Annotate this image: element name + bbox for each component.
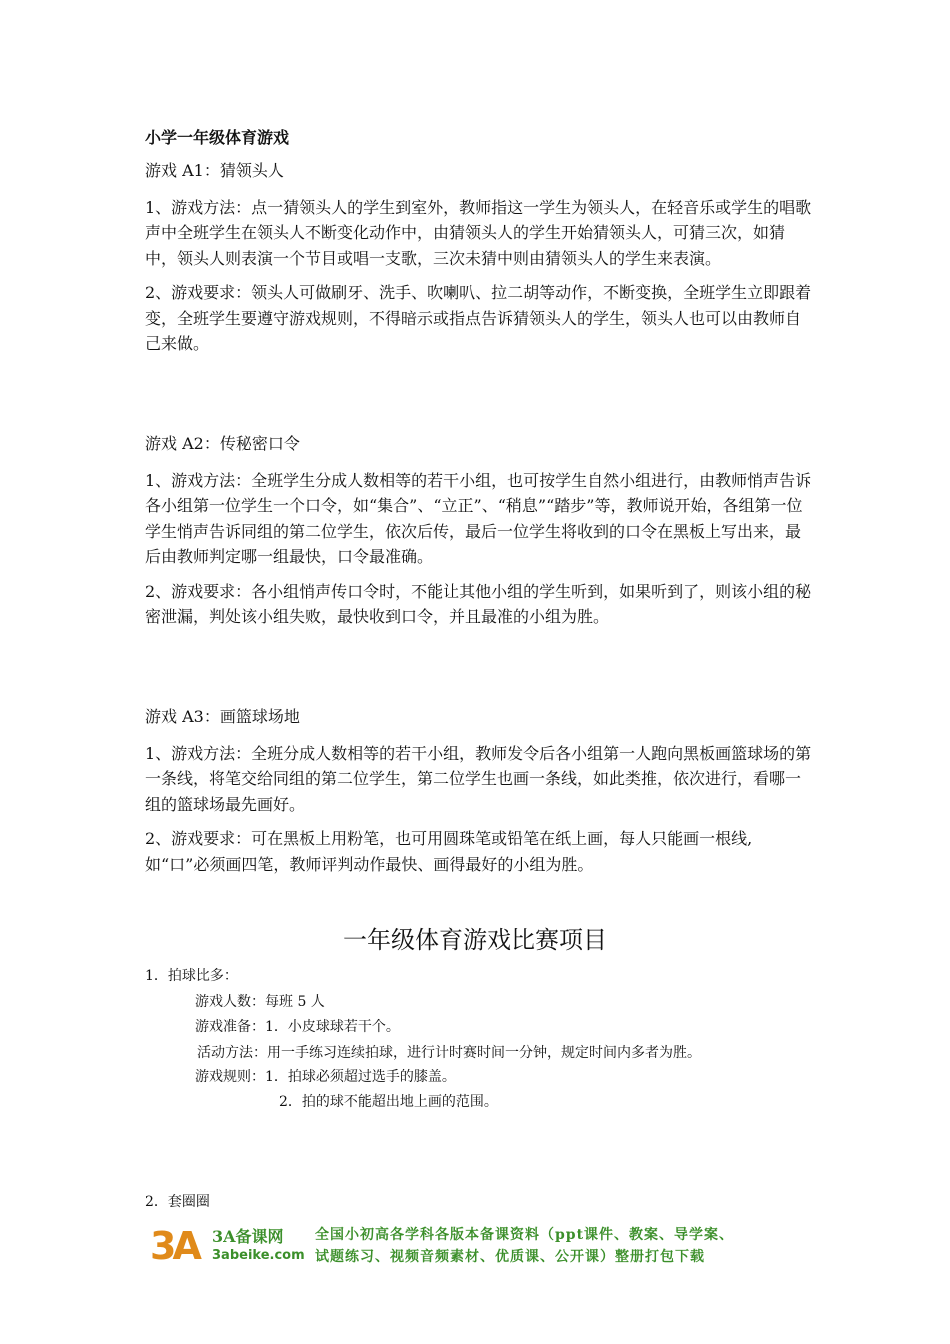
logo-mark: 3A [150, 1224, 198, 1268]
document-title: 小学一年级体育游戏 [145, 128, 290, 147]
game-a3-rule: 2、游戏要求：可在黑板上用粉笔，也可用圆珠笔或铅笔在纸上画，每人只能画一根线,如“口”必须画四笔，教师评判动作最快、画得最好的小组为胜。 [145, 829, 753, 874]
item2-title: 2．套圈圈 [145, 1194, 210, 1210]
competition-title: 一年级体育游戏比赛项目 [343, 926, 607, 954]
site-logo [150, 1222, 305, 1270]
game-a3-section [145, 704, 815, 886]
item1-rule1: 游戏规则：1．拍球必须超过选手的膝盖。 [195, 1069, 456, 1085]
footer-ad-line1: 全国小初高各学科各版本备课资料（ppt课件、教案、导学案、 [315, 1227, 735, 1243]
item1-method: 活动方法：用一手练习连续拍球，进行计时赛时间一分钟，规定时间内多者为胜。 [197, 1045, 701, 1061]
game-a1-heading: 游戏 A1：猜领头人 [145, 161, 284, 180]
game-a3-method: 1、游戏方法：全班分成人数相等的若干小组，教师发令后各小组第一人跑向黑板画篮球场的第一条线，将笔交给同组的第二位学生，第二位学生也画一条线，如此类推，依次进行，看哪一组的篮球场最先画好。 [145, 743, 812, 814]
game-a2-method: 1、游戏方法：全班学生分成人数相等的若干小组，也可按学生自然小组进行，由教师悄声告诉各小组第一位学生一个口令，如“集合”、“立正”、“稍息”“踏步”等，教师说开始，各组第一位学生悄声告诉同组的第二位学生，依次后传，最后一位学生将收到的口令在黑板上写出来，最后由教师判定哪一组最快，口令最准确。 [145, 470, 812, 566]
footer-ad-line2: 试题练习、视频音频素材、优质课、公开课）整册打包下载 [315, 1249, 705, 1265]
footer-ad-text [315, 1224, 734, 1268]
item1-title: 1．拍球比多： [145, 968, 238, 984]
game-a1-method: 1、游戏方法：点一猜领头人的学生到室外，教师指这一学生为领头人，在轻音乐或学生的唱歌声中全班学生在领头人不断变化动作中，由猜领头人的学生开始猜领头人，可猜三次，如猜中，领头人则表演一个节目或唱一支歌，三次未猜中则由猜领头人的学生来表演。 [145, 197, 812, 268]
game-a1-rule: 2、游戏要求：领头人可做刷牙、洗手、吹喇叭、拉二胡等动作，不断变换，全班学生立即跟着变，全班学生要遵守游戏规则，不得暗示或指点告诉猜领头人的学生，领头人也可以由教师自己来做。 [145, 283, 812, 353]
item1-players: 游戏人数：每班 5 人 [195, 994, 325, 1010]
game-a2-heading: 游戏 A2：传秘密口令 [145, 434, 300, 453]
game-a2-section [145, 431, 815, 639]
logo-url: 3abeike.com [212, 1248, 305, 1263]
game-a3-heading: 游戏 A3：画篮球场地 [145, 707, 300, 726]
game-a2-rule: 2、游戏要求：各小组悄声传口令时，不能让其他小组的学生听到，如果听到了，则该小组的秘密泄漏，判处该小组失败，最快收到口令，并且最准的小组为胜。 [145, 581, 812, 626]
logo-name: 3A备课网 [212, 1227, 284, 1246]
item1-rule2: 2．拍的球不能超出地上画的范围。 [279, 1094, 498, 1110]
item1-prep: 游戏准备：1．小皮球球若干个。 [195, 1019, 400, 1035]
game-a1-section [145, 158, 815, 366]
footer-banner [150, 1222, 800, 1270]
